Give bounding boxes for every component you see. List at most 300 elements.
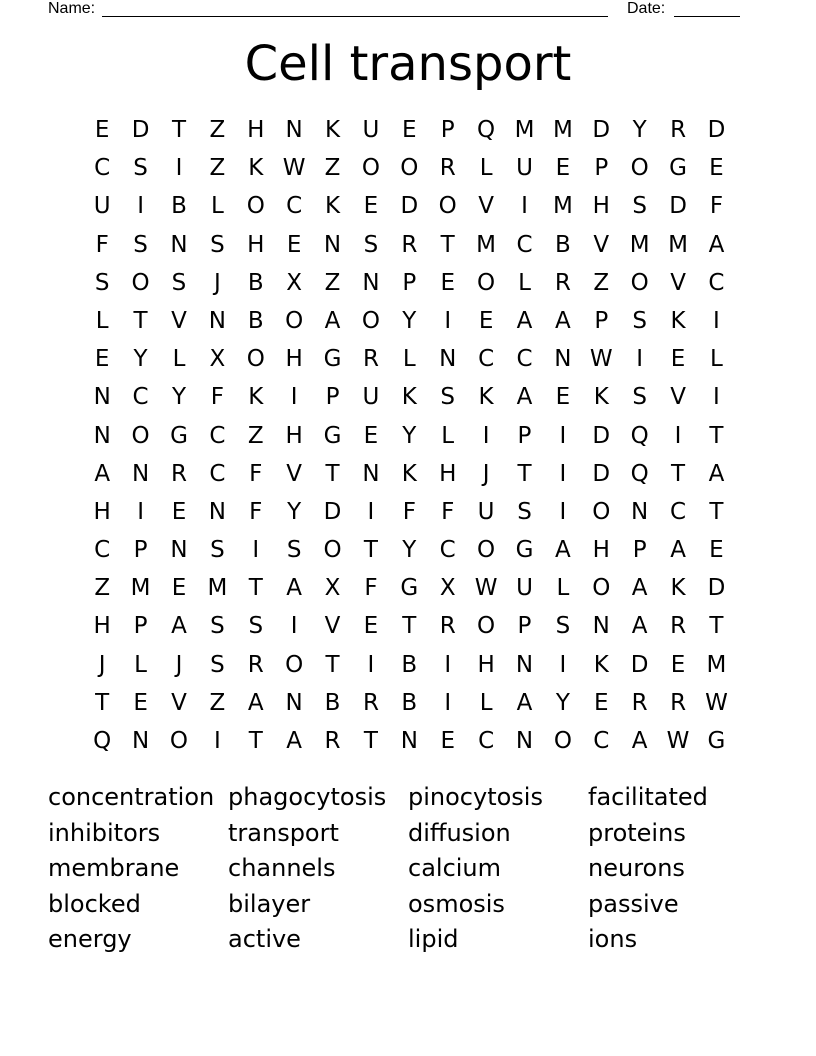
grid-letter: E bbox=[555, 155, 571, 182]
grid-letter: T bbox=[248, 728, 263, 754]
worksheet-header bbox=[48, 0, 748, 20]
grid-letter: L bbox=[479, 155, 493, 182]
grid-letter: E bbox=[363, 193, 379, 220]
grid-letter: Y bbox=[402, 422, 417, 449]
grid-letter: L bbox=[210, 193, 224, 220]
grid-letter: N bbox=[208, 307, 226, 334]
grid-letter: B bbox=[401, 689, 418, 716]
grid-letter: B bbox=[554, 231, 571, 258]
grid-letter: P bbox=[632, 537, 647, 564]
grid-letter: X bbox=[439, 575, 456, 602]
grid-letter: L bbox=[556, 575, 570, 602]
grid-letter: S bbox=[286, 537, 302, 564]
grid-letter: C bbox=[94, 537, 111, 564]
grid-letter: Z bbox=[209, 155, 226, 182]
grid-letter: N bbox=[285, 117, 303, 143]
grid-letter: P bbox=[517, 613, 532, 640]
grid-letter: E bbox=[94, 117, 110, 143]
grid-letter: I bbox=[521, 193, 528, 220]
grid-letter: F bbox=[709, 193, 724, 220]
word-list-item: facilitated bbox=[588, 783, 708, 811]
grid-letter: N bbox=[131, 728, 150, 754]
grid-letter: B bbox=[324, 689, 341, 716]
grid-letter: A bbox=[555, 537, 571, 564]
grid-letter: V bbox=[670, 384, 686, 411]
grid-letter: A bbox=[631, 575, 648, 602]
grid-letter: T bbox=[709, 422, 724, 449]
grid-letter: K bbox=[401, 460, 417, 487]
grid-letter: E bbox=[363, 422, 379, 449]
word-list-item: blocked bbox=[48, 889, 141, 918]
grid-letter: T bbox=[440, 231, 455, 258]
grid-letter: S bbox=[517, 498, 532, 525]
grid-letter: Y bbox=[171, 384, 186, 411]
grid-letter: V bbox=[171, 307, 187, 334]
grid-letter: A bbox=[171, 613, 187, 640]
grid-letter: C bbox=[670, 498, 687, 525]
grid-letter: L bbox=[134, 651, 147, 678]
grid-letter: V bbox=[478, 193, 494, 220]
grid-letter: A bbox=[631, 613, 648, 640]
grid-letter: Z bbox=[324, 269, 341, 296]
grid-letter: N bbox=[208, 498, 226, 525]
grid-letter: H bbox=[592, 537, 610, 564]
grid-letter: T bbox=[325, 460, 340, 487]
grid-letter: E bbox=[94, 346, 110, 373]
grid-letter: I bbox=[252, 537, 260, 564]
grid-letter: K bbox=[248, 155, 264, 182]
grid-letter: N bbox=[362, 460, 380, 487]
grid-letter: Y bbox=[402, 537, 417, 564]
grid-letter: C bbox=[209, 460, 226, 487]
word-list-item: concentration bbox=[48, 783, 215, 811]
grid-letter: O bbox=[400, 155, 419, 182]
grid-letter: J bbox=[482, 460, 490, 487]
grid-letter: B bbox=[247, 269, 264, 296]
grid-letter: T bbox=[171, 117, 186, 143]
grid-letter: F bbox=[210, 384, 224, 411]
grid-letter: M bbox=[668, 231, 688, 258]
grid-letter: G bbox=[707, 728, 726, 754]
word-list-item: inhibitors bbox=[48, 818, 161, 847]
grid-letter: N bbox=[400, 728, 418, 754]
grid-letter: B bbox=[401, 651, 418, 678]
grid-letter: A bbox=[555, 307, 571, 334]
grid-letter: D bbox=[707, 117, 726, 143]
grid-letter: A bbox=[94, 460, 111, 487]
grid-letter: V bbox=[286, 460, 303, 487]
grid-letter: P bbox=[133, 537, 148, 564]
grid-letter: I bbox=[137, 193, 144, 220]
grid-letter: R bbox=[670, 689, 687, 716]
grid-letter: S bbox=[632, 307, 647, 334]
word-list-item: pinocytosis bbox=[408, 783, 543, 811]
word-list-item: membrane bbox=[48, 854, 180, 883]
grid-letter: V bbox=[670, 269, 686, 296]
grid-letter: R bbox=[324, 728, 341, 754]
grid-letter: Q bbox=[630, 460, 649, 487]
grid-letter: M bbox=[130, 575, 151, 602]
word-list-item: osmosis bbox=[408, 889, 505, 918]
name-label: Name: bbox=[48, 0, 96, 17]
grid-letter: R bbox=[439, 155, 456, 182]
grid-letter: E bbox=[440, 269, 455, 296]
grid-letter: I bbox=[559, 460, 567, 487]
grid-letter: L bbox=[172, 346, 186, 373]
grid-letter: T bbox=[133, 307, 148, 334]
grid-letter: G bbox=[669, 155, 687, 182]
grid-letter: N bbox=[170, 537, 188, 564]
grid-letter: P bbox=[594, 307, 609, 334]
grid-letter: P bbox=[517, 422, 532, 449]
date-blank-line bbox=[674, 16, 740, 17]
grid-letter: O bbox=[477, 269, 496, 296]
grid-letter: A bbox=[324, 307, 341, 334]
word-list-item: phagocytosis bbox=[228, 783, 387, 811]
grid-letter: S bbox=[210, 231, 225, 258]
grid-letter: R bbox=[670, 117, 687, 143]
grid-letter: E bbox=[670, 651, 686, 678]
grid-letter: O bbox=[246, 193, 265, 220]
grid-letter: N bbox=[362, 269, 380, 296]
grid-letter: L bbox=[95, 307, 109, 334]
grid-letter: S bbox=[94, 269, 110, 296]
grid-letter: H bbox=[93, 613, 111, 640]
grid-letter: Y bbox=[133, 346, 148, 373]
grid-letter: E bbox=[171, 498, 187, 525]
grid-letter: F bbox=[402, 498, 416, 525]
grid-letter: U bbox=[477, 498, 495, 525]
grid-letter: O bbox=[131, 422, 150, 449]
grid-letter: F bbox=[441, 498, 455, 525]
grid-letter: N bbox=[285, 689, 303, 716]
grid-letter: N bbox=[554, 346, 572, 373]
grid-letter: Q bbox=[93, 728, 112, 754]
grid-letter: Y bbox=[555, 689, 570, 716]
grid-letter: M bbox=[476, 231, 497, 258]
grid-letter: Z bbox=[247, 422, 264, 449]
grid-letter: A bbox=[631, 728, 648, 754]
grid-letter: E bbox=[440, 728, 455, 754]
grid-letter: N bbox=[515, 651, 534, 678]
word-list-item: bilayer bbox=[228, 889, 311, 918]
grid-letter: I bbox=[367, 498, 375, 525]
grid-letter: I bbox=[559, 651, 567, 678]
grid-letter: J bbox=[213, 269, 221, 296]
grid-letter: T bbox=[363, 728, 378, 754]
grid-letter: S bbox=[171, 269, 187, 296]
grid-letter: U bbox=[516, 155, 533, 182]
grid-letter: E bbox=[363, 613, 379, 640]
grid-letter: K bbox=[324, 117, 341, 143]
grid-letter: Y bbox=[632, 117, 647, 143]
grid-letter: K bbox=[670, 307, 686, 334]
grid-letter: I bbox=[444, 307, 452, 334]
grid-letter: N bbox=[131, 460, 150, 487]
grid-letter: V bbox=[324, 613, 341, 640]
grid-letter: E bbox=[478, 307, 494, 334]
grid-letter: I bbox=[482, 422, 490, 449]
grid-letter: A bbox=[286, 575, 303, 602]
page-title: Cell transport bbox=[244, 36, 572, 92]
grid-letter: J bbox=[175, 651, 183, 678]
grid-letter: O bbox=[323, 537, 342, 564]
grid-letter: K bbox=[401, 384, 417, 411]
grid-letter: C bbox=[132, 384, 149, 411]
grid-letter: N bbox=[170, 231, 188, 258]
word-list-item: ions bbox=[588, 925, 638, 954]
word-list-item: proteins bbox=[588, 818, 686, 847]
grid-letter: W bbox=[589, 346, 613, 373]
grid-letter: K bbox=[593, 384, 609, 411]
grid-letter: P bbox=[440, 117, 455, 143]
grid-letter: B bbox=[247, 307, 264, 334]
grid-letter: O bbox=[592, 575, 611, 602]
grid-letter: N bbox=[323, 231, 342, 258]
grid-letter: H bbox=[592, 193, 610, 220]
grid-letter: I bbox=[290, 384, 298, 411]
grid-letter: D bbox=[630, 651, 649, 678]
grid-letter: O bbox=[553, 728, 572, 754]
grid-letter: V bbox=[593, 231, 610, 258]
grid-letter: O bbox=[630, 269, 649, 296]
grid-letter: H bbox=[247, 231, 265, 258]
grid-letter: T bbox=[671, 460, 686, 487]
grid-letter: I bbox=[674, 422, 682, 449]
grid-letter: A bbox=[247, 689, 264, 716]
word-list-item: transport bbox=[228, 818, 339, 847]
grid-letter: H bbox=[247, 117, 265, 143]
grid-letter: E bbox=[133, 689, 148, 716]
grid-letter: C bbox=[516, 346, 533, 373]
grid-letter: I bbox=[444, 651, 452, 678]
grid-letter: C bbox=[209, 422, 226, 449]
grid-letter: A bbox=[708, 231, 725, 258]
grid-letter: T bbox=[709, 613, 724, 640]
grid-letter: T bbox=[325, 651, 340, 678]
grid-letter: N bbox=[592, 613, 610, 640]
grid-letter: S bbox=[632, 193, 647, 220]
grid-letter: S bbox=[632, 384, 647, 411]
grid-letter: U bbox=[362, 117, 380, 143]
grid-letter: G bbox=[323, 422, 342, 449]
grid-letter: O bbox=[285, 651, 304, 678]
grid-letter: N bbox=[439, 346, 457, 373]
grid-letter: S bbox=[133, 155, 148, 182]
grid-letter: Y bbox=[287, 498, 302, 525]
grid-letter: I bbox=[213, 728, 221, 754]
grid-letter: D bbox=[592, 422, 611, 449]
grid-letter: E bbox=[171, 575, 187, 602]
grid-letter: I bbox=[636, 346, 644, 373]
grid-letter: J bbox=[98, 651, 106, 678]
grid-letter: E bbox=[594, 689, 609, 716]
grid-letter: T bbox=[363, 537, 378, 564]
grid-letter: S bbox=[210, 651, 225, 678]
grid-letter: Z bbox=[593, 269, 610, 296]
grid-letter: L bbox=[710, 346, 723, 373]
grid-letter: K bbox=[593, 651, 609, 678]
grid-letter: A bbox=[516, 384, 533, 411]
grid-letter: X bbox=[324, 575, 341, 602]
grid-letter: W bbox=[282, 155, 306, 182]
grid-letter: S bbox=[440, 384, 456, 411]
grid-letter: R bbox=[362, 346, 379, 373]
grid-letter: G bbox=[323, 346, 342, 373]
word-list-item: passive bbox=[588, 889, 679, 918]
grid-letter: C bbox=[478, 346, 495, 373]
word-list bbox=[48, 779, 768, 957]
grid-letter: H bbox=[93, 498, 111, 525]
grid-letter: D bbox=[400, 193, 419, 220]
grid-letter: B bbox=[171, 193, 187, 220]
grid-letter: Z bbox=[209, 689, 226, 716]
grid-letter: W bbox=[666, 728, 690, 754]
grid-letter: Z bbox=[324, 155, 341, 182]
grid-letter: A bbox=[286, 728, 303, 754]
grid-letter: P bbox=[325, 384, 340, 411]
grid-letter: H bbox=[439, 460, 457, 487]
grid-letter: N bbox=[93, 384, 111, 411]
grid-letter: W bbox=[474, 575, 498, 602]
word-list-item: energy bbox=[48, 925, 132, 954]
word-list-item: neurons bbox=[588, 854, 685, 883]
grid-letter: C bbox=[94, 155, 111, 182]
grid-letter: R bbox=[362, 689, 379, 716]
grid-letter: M bbox=[514, 117, 535, 143]
grid-letter: O bbox=[131, 269, 150, 296]
grid-letter: L bbox=[402, 346, 416, 373]
grid-letter: E bbox=[555, 384, 571, 411]
grid-letter: L bbox=[479, 689, 493, 716]
grid-letter: G bbox=[400, 575, 419, 602]
grid-letter: M bbox=[207, 575, 228, 602]
grid-letter: S bbox=[248, 613, 264, 640]
grid-letter: O bbox=[169, 728, 189, 754]
grid-letter: F bbox=[249, 498, 263, 525]
grid-letter: S bbox=[363, 231, 379, 258]
grid-letter: I bbox=[559, 498, 567, 525]
letter-grid bbox=[83, 111, 736, 760]
grid-letter: R bbox=[670, 613, 687, 640]
grid-letter: C bbox=[439, 537, 456, 564]
grid-letter: A bbox=[708, 460, 725, 487]
grid-letter: S bbox=[555, 613, 571, 640]
grid-letter: U bbox=[516, 575, 533, 602]
grid-letter: D bbox=[669, 193, 687, 220]
grid-letter: G bbox=[170, 422, 188, 449]
date-label: Date: bbox=[627, 0, 666, 17]
grid-letter: H bbox=[477, 651, 495, 678]
grid-letter: I bbox=[137, 498, 144, 525]
grid-letter: G bbox=[515, 537, 534, 564]
grid-letter: O bbox=[477, 537, 496, 564]
grid-letter: O bbox=[630, 155, 649, 182]
grid-letter: O bbox=[477, 613, 496, 640]
grid-letter: C bbox=[286, 193, 303, 220]
grid-letter: C bbox=[516, 231, 533, 258]
grid-letter: O bbox=[285, 307, 304, 334]
grid-letter: K bbox=[478, 384, 494, 411]
grid-letter: S bbox=[210, 537, 225, 564]
grid-letter: M bbox=[552, 117, 573, 143]
grid-letter: R bbox=[170, 460, 187, 487]
grid-letter: F bbox=[95, 231, 109, 258]
grid-letter: S bbox=[133, 231, 148, 258]
grid-letter: R bbox=[439, 613, 456, 640]
grid-letter: L bbox=[518, 269, 531, 296]
grid-letter: F bbox=[249, 460, 263, 487]
grid-letter: W bbox=[705, 689, 728, 716]
grid-letter: E bbox=[670, 346, 686, 373]
word-list-item: channels bbox=[228, 854, 336, 883]
grid-letter: I bbox=[175, 155, 183, 182]
grid-letter: P bbox=[594, 155, 609, 182]
word-list-item: diffusion bbox=[408, 818, 511, 847]
grid-letter: I bbox=[367, 651, 375, 678]
grid-letter: X bbox=[209, 346, 226, 373]
grid-letter: H bbox=[285, 422, 303, 449]
grid-letter: C bbox=[478, 728, 495, 754]
grid-letter: K bbox=[324, 193, 341, 220]
grid-letter: Y bbox=[402, 307, 417, 334]
grid-letter: M bbox=[629, 231, 650, 258]
grid-letter: A bbox=[516, 307, 533, 334]
grid-letter: N bbox=[515, 728, 534, 754]
grid-letter: P bbox=[133, 613, 148, 640]
grid-letter: D bbox=[707, 575, 726, 602]
grid-letter: X bbox=[286, 269, 303, 296]
word-list-item: calcium bbox=[408, 854, 502, 883]
word-list-item: active bbox=[228, 925, 301, 954]
grid-letter: E bbox=[402, 117, 417, 143]
grid-letter: S bbox=[210, 613, 225, 640]
grid-letter: R bbox=[554, 269, 571, 296]
grid-letter: O bbox=[592, 498, 611, 525]
grid-letter: D bbox=[131, 117, 150, 143]
grid-letter: A bbox=[670, 537, 686, 564]
word-list-item: lipid bbox=[408, 925, 459, 954]
grid-letter: O bbox=[438, 193, 457, 220]
grid-letter: D bbox=[592, 460, 611, 487]
grid-letter: N bbox=[93, 422, 111, 449]
grid-letter: I bbox=[713, 307, 720, 334]
grid-letter: E bbox=[709, 537, 724, 564]
grid-letter: T bbox=[402, 613, 417, 640]
grid-letter: K bbox=[670, 575, 686, 602]
grid-letter: T bbox=[517, 460, 532, 487]
grid-letter: P bbox=[402, 269, 417, 296]
grid-letter: I bbox=[290, 613, 298, 640]
grid-letter: M bbox=[706, 651, 727, 678]
grid-letter: O bbox=[361, 307, 380, 334]
grid-letter: N bbox=[631, 498, 649, 525]
grid-letter: H bbox=[285, 346, 303, 373]
grid-letter: D bbox=[323, 498, 342, 525]
grid-letter: O bbox=[361, 155, 380, 182]
grid-letter: Q bbox=[630, 422, 649, 449]
grid-letter: T bbox=[248, 575, 263, 602]
grid-letter: U bbox=[362, 384, 380, 411]
grid-letter: I bbox=[444, 689, 452, 716]
grid-letter: C bbox=[708, 269, 725, 296]
grid-letter: C bbox=[593, 728, 610, 754]
grid-letter: M bbox=[552, 193, 573, 220]
grid-letter: U bbox=[93, 193, 111, 220]
grid-letter: R bbox=[247, 651, 264, 678]
grid-letter: E bbox=[286, 231, 302, 258]
grid-letter: Q bbox=[477, 117, 496, 143]
